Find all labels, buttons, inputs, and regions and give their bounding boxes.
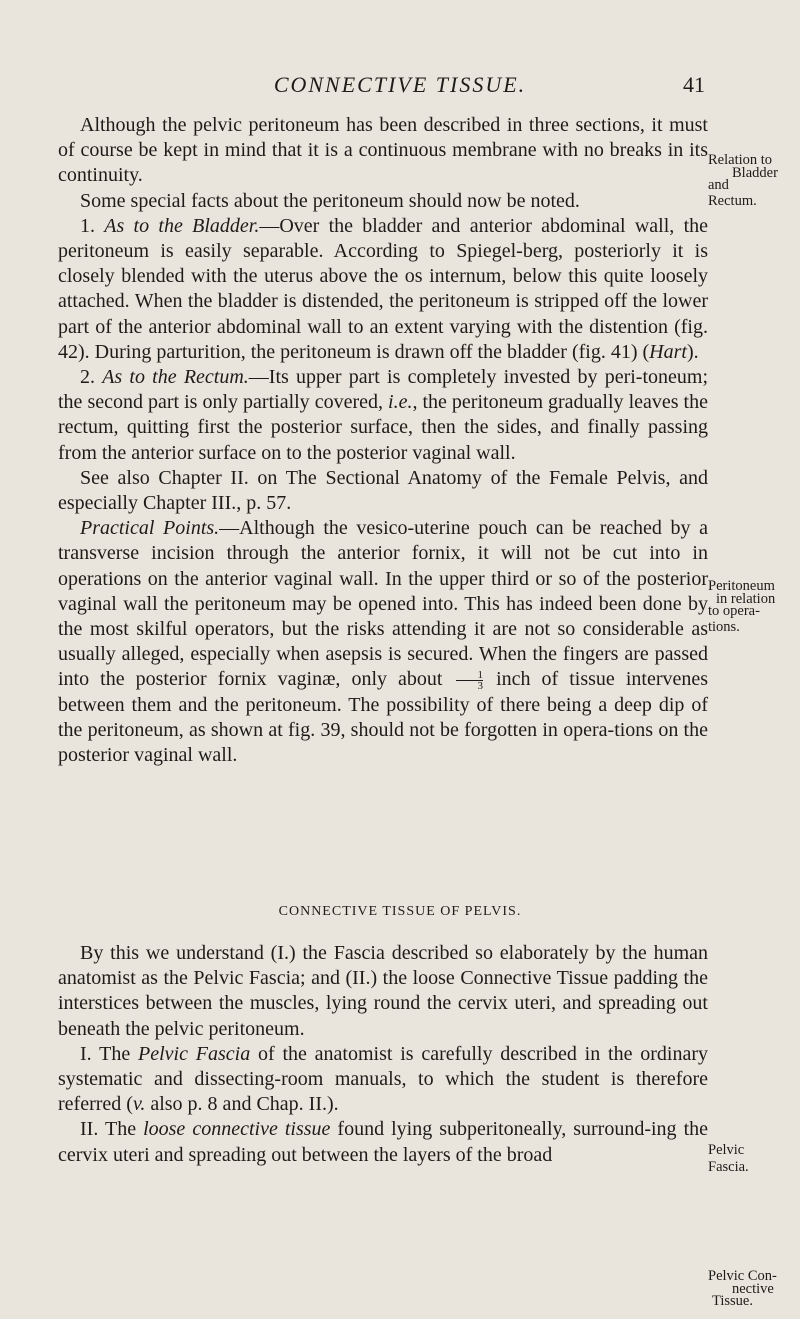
paragraph-bladder: 1. As to the Bladder.—Over the bladder and anterior abdominal wall, the peritoneum is easily separable. According to Spiegel-berg, posteriorly it is closely blended with the uterus above the os internum, below this quite loosely attached. When the bladder is distended, the peritoneum is stripped off the lower part of the anterior abdominal wall to an extent varying with the distention (fig. 42). During parturition, the peritoneum is drawn off the bladder (fig. 41) (Hart). xyxy=(58,214,708,363)
main-text xyxy=(58,113,708,768)
term-pelvic-fascia: Pelvic Fascia xyxy=(138,1042,251,1065)
page-number: 41 xyxy=(683,72,705,97)
paragraph-pelvic-fascia: I. The Pelvic Fascia of the anatomist is carefully described in the ordinary systematic and dissecting-room manuals, to which the student is therefore referred (v. also p. 8 and Chap. II.). xyxy=(58,1042,709,1116)
paragraph-intro: By this we understand (I.) the Fascia described so elaborately by the human anatomist as the Pelvic Fascia; and (II.) the loose Connective Tissue padding the interstices between the muscles, lying round the cervix uteri, and spreading out beneath the pelvic peritoneum. xyxy=(58,942,708,1040)
paragraph-practical-points: Practical Points.—Although the vesico-uterine pouch can be reached by a transverse incision through the anterior fornix, it will not be cut into in operations on the anterior vaginal wall. In the upper third or so of the posterior vaginal wall the peritoneum may be opened into. This has indeed been done by the most skilful operators, but the risks attending it are not so considerable as usually alleged, especially when asepsis is secured. When the fingers are passed into the posterior fornix vaginæ, only about $\frac{1}{3}$ inch of tissue intervenes between them and the peritoneum. The possibility of there being a deep dip of the peritoneum, as shown at fig. 39, should not be forgotten in opera-tions on the posterior vaginal wall. xyxy=(58,517,709,767)
paragraph-loose-connective-tissue: II. The loose connective tissue found lying subperitoneally, surround-ing the cervix uteri and spreading out between the layers of the broad xyxy=(58,1118,709,1166)
running-head xyxy=(0,72,800,102)
margin-note-bladder-rectum: Relation to Bladder and Rectum. xyxy=(708,152,778,209)
margin-note-pelvic-connective-tissue: Pelvic Con- nective Tissue. xyxy=(708,1268,777,1310)
heading-bladder: As to the Bladder. xyxy=(104,214,260,237)
paragraph-continuity: Although the pelvic peritoneum has been described in three sections, it must of course be kept in mind that it is a continuous membrane with no breaks in its continuity. xyxy=(58,114,708,187)
heading-practical-points: Practical Points. xyxy=(80,517,220,540)
paragraph-see-also: See also Chapter II. on The Sectional Anatomy of the Female Pelvis, and especially Chapter III., p. 57. xyxy=(58,466,708,515)
citation-hart: Hart xyxy=(649,340,687,363)
margin-note-pelvic-fascia: Pelvic Fascia. xyxy=(708,1142,749,1175)
margin-note-peritoneum-operations: Peritoneum in relation to opera- tions. xyxy=(708,578,776,635)
paragraph-special-facts: Some special facts about the peritoneum should now be noted. xyxy=(80,189,580,212)
main-text-connective-tissue xyxy=(58,941,708,1168)
page-title: CONNECTIVE TISSUE. xyxy=(273,72,527,97)
paragraph-rectum: 2. As to the Rectum.—Its upper part is completely invested by peri-toneum; the second part is only partially covered, i.e., the peritoneum gradually leaves the rectum, quitting first the posterior surface, then the sides, and finally passing from the anterior surface on to the posterior vaginal wall. xyxy=(58,366,709,464)
heading-rectum: As to the Rectum. xyxy=(102,366,249,389)
term-loose-connective-tissue: loose connective tissue xyxy=(143,1118,331,1141)
section-heading: CONNECTIVE TISSUE OF PELVIS. xyxy=(278,904,522,919)
fraction-one-third: $\frac{1}{3}$ xyxy=(456,670,484,691)
